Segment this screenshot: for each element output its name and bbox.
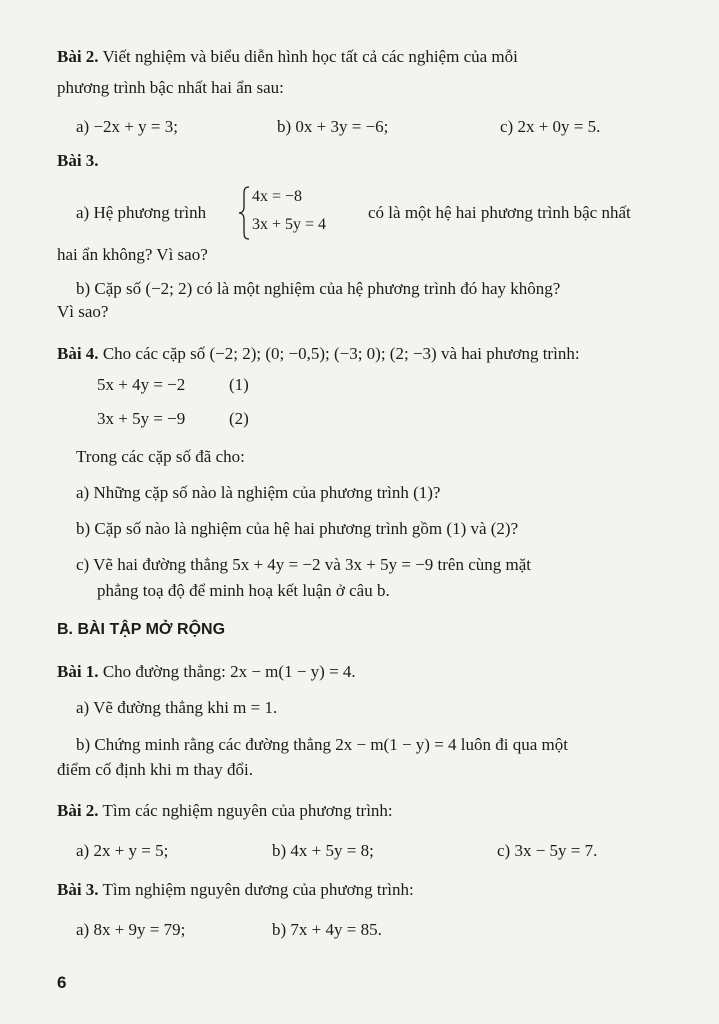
b-bai2-item-c: c) 3x − 5y = 7. xyxy=(497,841,598,860)
a-bai3-a-suffix: có là một hệ hai phương trình bậc nhất xyxy=(368,203,631,222)
a-bai3-b-line1: b) Cặp số (−2; 2) có là một nghiệm của hệ phương trình đó hay không? xyxy=(76,279,561,298)
b-bai3-line1 xyxy=(57,879,414,901)
a-bai2-item-b: b) 0x + 3y = −6; xyxy=(277,117,389,136)
a-bai3-a-prefix: a) Hệ phương trình xyxy=(76,203,207,222)
a-bai4-eq1-tag: (1) xyxy=(229,375,249,394)
a-bai3-label: Bài 3. xyxy=(57,151,99,170)
a-bai4-label: Bài 4. xyxy=(57,344,99,363)
a-bai4-a: a) Những cặp số nào là nghiệm của phương trình (1)? xyxy=(76,483,441,502)
equation-system xyxy=(238,186,353,240)
a-bai4-b: b) Cặp số nào là nghiệm của hệ hai phương trình gồm (1) và (2)? xyxy=(76,519,519,538)
section-b-heading: B. BÀI TẬP MỞ RỘNG xyxy=(57,621,226,638)
b-bai2-item-a: a) 2x + y = 5; xyxy=(76,841,169,860)
a-bai2-text: Viết nghiệm và biểu diễn hình học tất cả các nghiệm của mỗi xyxy=(102,47,518,66)
page-number: 6 xyxy=(57,973,67,992)
system-eq-2: 3x + 5y = 4 xyxy=(252,216,327,233)
a-bai4-c-line1: c) Vẽ hai đường thẳng 5x + 4y = −2 và 3x + 5y = −9 trên cùng mặt xyxy=(76,555,531,574)
b-bai1-b-line1: b) Chứng minh rằng các đường thẳng 2x − m(1 − y) = 4 luôn đi qua một xyxy=(76,735,568,754)
a-bai3-b-line2: Vì sao? xyxy=(57,302,109,321)
b-bai2-line1 xyxy=(57,800,393,822)
a-bai4-c-line2: phẳng toạ độ để minh hoạ kết luận ở câu b. xyxy=(97,581,390,600)
a-bai4-eq2-tag: (2) xyxy=(229,409,249,428)
b-bai1-intro: Cho đường thẳng: 2x − m(1 − y) = 4. xyxy=(102,662,356,681)
b-bai2-label: Bài 2. xyxy=(57,801,99,820)
a-bai2-label: Bài 2. xyxy=(57,47,99,66)
a-bai4-eq1: 5x + 4y = −2 xyxy=(97,375,186,394)
b-bai3-item-b: b) 7x + 4y = 85. xyxy=(272,920,382,939)
b-bai3-label: Bài 3. xyxy=(57,880,99,899)
a-bai3-a-line2: hai ẩn không? Vì sao? xyxy=(57,245,208,264)
a-bai2-item-c: c) 2x + 0y = 5. xyxy=(500,117,601,136)
a-bai2-line1 xyxy=(57,46,518,68)
b-bai1-line1 xyxy=(57,661,356,683)
b-bai3-item-a: a) 8x + 9y = 79; xyxy=(76,920,186,939)
b-bai2-intro: Tìm các nghiệm nguyên của phương trình: xyxy=(102,801,393,820)
a-bai4-intro: Cho các cặp số (−2; 2); (0; −0,5); (−3; 0); (2; −3) và hai phương trình: xyxy=(102,344,580,363)
a-bai4-lead: Trong các cặp số đã cho: xyxy=(76,447,245,466)
a-bai4-line1 xyxy=(57,343,580,365)
a-bai4-eq2: 3x + 5y = −9 xyxy=(97,409,186,428)
b-bai1-b-line2: điểm cố định khi m thay đổi. xyxy=(57,760,253,779)
b-bai2-item-b: b) 4x + 5y = 8; xyxy=(272,841,374,860)
b-bai3-intro: Tìm nghiệm nguyên dương của phương trình: xyxy=(102,880,414,899)
brace-icon xyxy=(238,186,252,240)
a-bai2-item-a: a) −2x + y = 3; xyxy=(76,117,178,136)
b-bai1-a: a) Vẽ đường thẳng khi m = 1. xyxy=(76,698,278,717)
system-eq-1: 4x = −8 xyxy=(252,188,303,205)
b-bai1-label: Bài 1. xyxy=(57,662,99,681)
a-bai2-line2: phương trình bậc nhất hai ẩn sau: xyxy=(57,78,284,97)
